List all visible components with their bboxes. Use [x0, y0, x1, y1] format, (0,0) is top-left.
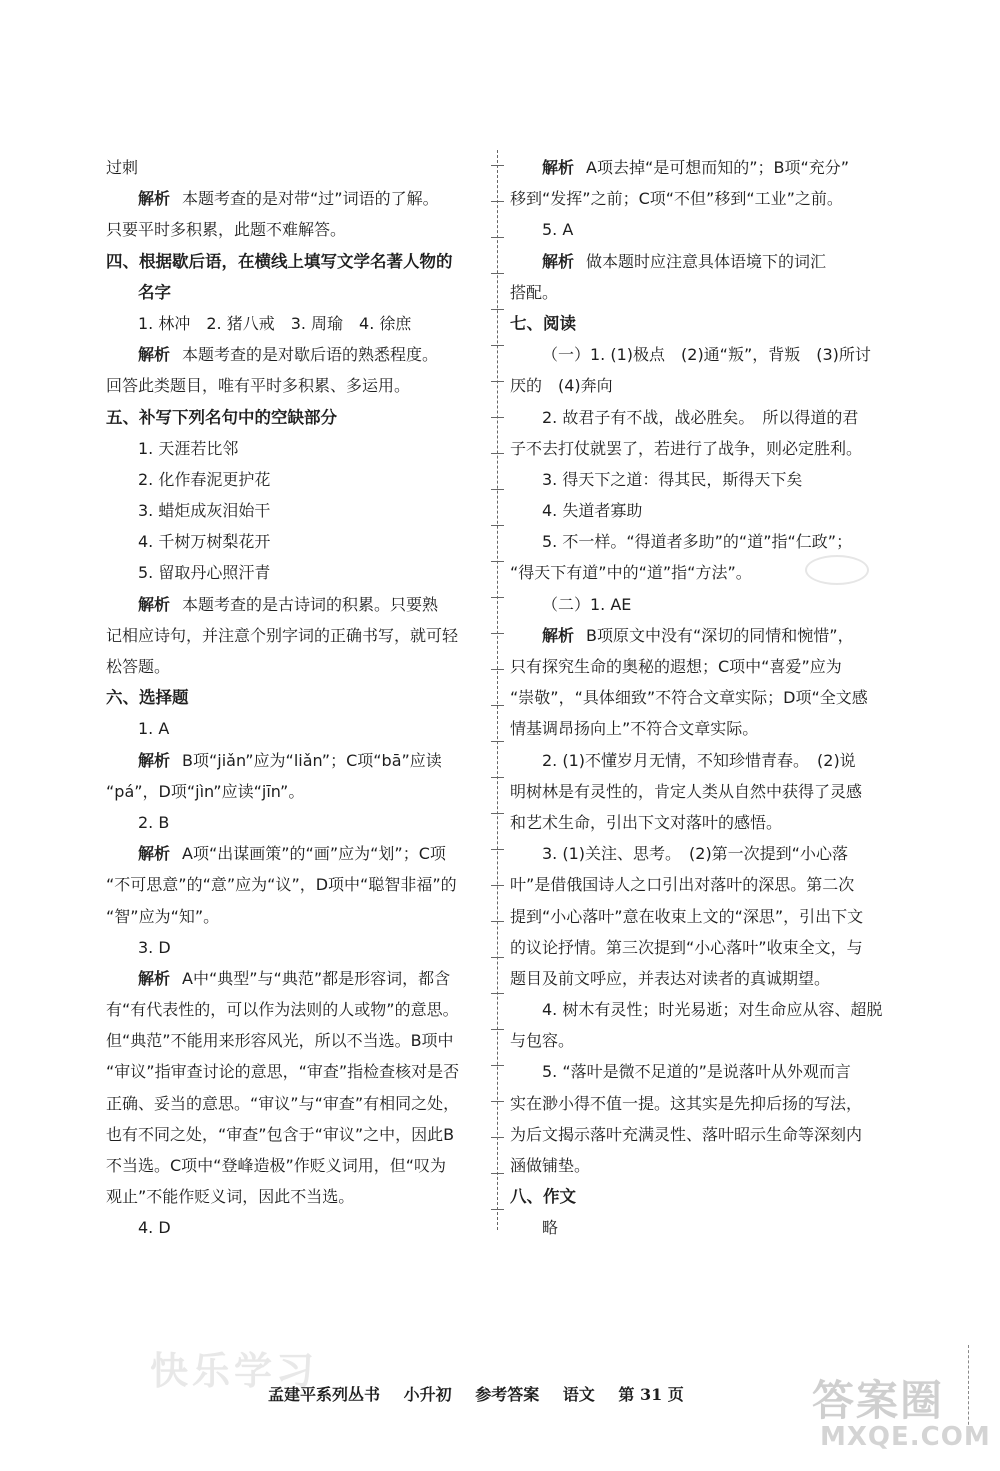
- text-line: [510, 869, 895, 900]
- line-text: 只有探究生命的奥秘的遐想；C项中“喜爱”应为: [510, 657, 842, 676]
- text-line: [106, 370, 488, 401]
- text-line: [510, 1212, 895, 1243]
- line-text: “审议”指审查讨论的意思，“审查”指检查核对是否: [106, 1062, 460, 1082]
- text-line: [510, 807, 895, 838]
- text-line: [510, 402, 895, 433]
- text-line: [510, 214, 895, 245]
- left-column: [106, 152, 488, 1244]
- text-line: [510, 713, 895, 744]
- line-text: A中“典型”与“典范”都是形容词，都含: [182, 968, 451, 988]
- footer-type: 参考答案: [475, 1385, 540, 1404]
- analysis-label: 解析: [138, 594, 171, 614]
- divider-tick: [491, 165, 504, 166]
- line-text: 名字: [138, 282, 171, 302]
- right-column: [510, 152, 895, 1244]
- line-text: 做本题时应注意具体语境下的词汇: [586, 251, 827, 271]
- line-text: 2. 化作春泥更护花: [138, 469, 271, 489]
- divider-tick: [491, 957, 504, 958]
- line-text: “不可思意”的“意”应为“议”，D项中“聪智非福”的: [106, 875, 457, 895]
- text-line: [106, 464, 488, 495]
- text-line: [106, 495, 488, 526]
- line-text: 2. (1)不懂岁月无情，不知珍惜青春。 (2)说: [542, 750, 856, 770]
- line-text: 叶”是借俄国诗人之口引出对落叶的深思。第二次: [510, 875, 855, 895]
- text-line: [510, 495, 895, 526]
- text-line: [510, 651, 895, 682]
- text-line: [106, 1181, 488, 1212]
- analysis-line: [510, 152, 895, 183]
- text-line: [510, 1056, 895, 1087]
- line-text: 只要平时多积累，此题不难解答。: [106, 220, 347, 240]
- line-text: 的议论抒情。第三次提到“小心落叶”收束全文，与: [510, 937, 863, 957]
- divider-tick: [491, 1029, 504, 1030]
- line-text: 与包容。: [510, 1031, 575, 1051]
- text-line: [510, 682, 895, 713]
- watermark-url: MXQE.COM: [820, 1422, 991, 1452]
- line-text: 八、作文: [510, 1187, 576, 1207]
- line-text: 观止”不能作贬义词，因此不当选。: [106, 1187, 355, 1207]
- divider-tick: [491, 597, 504, 598]
- section-heading: [510, 1181, 895, 1212]
- line-text: 5. 留取丹心照汗青: [138, 563, 271, 583]
- line-text: 六、选择题: [106, 688, 189, 708]
- line-text: 五、补写下列名句中的空缺部分: [106, 407, 337, 427]
- text-line: [510, 433, 895, 464]
- text-line: [106, 994, 488, 1025]
- text-line: [510, 932, 895, 963]
- text-line: [106, 1212, 488, 1243]
- text-line: [106, 526, 488, 557]
- divider-tick: [491, 705, 504, 706]
- text-line: [106, 651, 488, 682]
- line-text: “pá”，D项“jìn”应读“jīn”。: [106, 781, 305, 801]
- analysis-label: 解析: [542, 158, 575, 177]
- text-line: [510, 589, 895, 620]
- footer-subject: 语文: [562, 1385, 595, 1404]
- divider-tick: [491, 273, 504, 274]
- line-text: 子不去打仗就罢了，若进行了战争，则必定胜利。: [510, 438, 863, 458]
- line-text: 题目及前文呼应，并表达对读者的真诚期望。: [510, 968, 831, 988]
- analysis-line: [510, 246, 895, 277]
- footer-series: 孟建平系列丛书: [268, 1385, 381, 1404]
- line-text: 5. 不一样。“得道者多助”的“道”指“仁政”；: [542, 532, 853, 552]
- divider-tick: [491, 345, 504, 346]
- divider-tick: [491, 849, 504, 850]
- analysis-label: 解析: [138, 189, 171, 209]
- line-text: 移到“发挥”之前；C项“不但”移到“工业”之前。: [510, 189, 843, 209]
- divider-tick: [491, 237, 504, 238]
- line-text: 但“典范”不能用来形容风光，所以不当选。B项中: [106, 1031, 454, 1051]
- line-text: 1. 天涯若比邻: [138, 438, 239, 458]
- line-text: 回答此类题目，唯有平时多积累、多运用。: [106, 376, 411, 396]
- line-text: 涵做铺垫。: [510, 1156, 591, 1175]
- footer-level: 小升初: [403, 1385, 452, 1404]
- analysis-line: [106, 589, 488, 620]
- line-text: 七、阅读: [510, 313, 576, 333]
- text-line: [106, 1025, 488, 1056]
- text-line: [106, 1119, 488, 1150]
- analysis-line: [106, 339, 488, 370]
- line-text: 厌的 (4)奔向: [510, 376, 613, 396]
- line-text: “智”应为“知”。: [106, 906, 220, 926]
- line-text: 实在渺小得不值一提。这其实是先抑后扬的写法，: [510, 1093, 863, 1113]
- faint-stamp: [805, 555, 869, 585]
- text-line: [510, 1025, 895, 1056]
- analysis-line: [510, 620, 895, 651]
- line-text: 2. 故君子有不战，战必胜矣。 所以得道的君: [542, 407, 859, 427]
- watermark-left: 快乐学习: [150, 1349, 319, 1393]
- line-text: 正确、妥当的意思。“审议”与“审查”有相同之处，: [106, 1093, 460, 1113]
- line-text: 四、根据歇后语，在横线上填写文学名著人物的: [106, 251, 453, 271]
- line-text: 5. A: [542, 220, 574, 240]
- text-line: [106, 776, 488, 807]
- text-line: [510, 745, 895, 776]
- divider-tick: [491, 633, 504, 634]
- divider-tick: [491, 1137, 504, 1138]
- line-text: 1. 林冲 2. 猪八戒 3. 周瑜 4. 徐庶: [138, 313, 412, 333]
- text-line: [510, 901, 895, 932]
- text-line: [106, 807, 488, 838]
- line-text: 3. (1)关注、思考。 (2)第一次提到“小心落: [542, 844, 848, 864]
- divider-tick: [491, 669, 504, 670]
- analysis-line: [106, 183, 488, 214]
- line-text: “崇敬”，“具体细致”不符合文章实际；D项“全文感: [510, 688, 868, 708]
- text-line: [106, 557, 488, 588]
- analysis-label: 解析: [542, 625, 575, 645]
- line-text: （一）1. (1)极点 (2)通“叛”，背叛 (3)所讨: [542, 345, 871, 365]
- line-text: A项“出谋画策”的“画”应为“划”；C项: [182, 844, 446, 864]
- footer-page-number: 第 31 页: [618, 1385, 684, 1404]
- analysis-label: 解析: [138, 968, 171, 988]
- line-text: B项“jiǎn”应为“liǎn”；C项“bā”应读: [182, 750, 442, 770]
- page-footer: [268, 1382, 728, 1405]
- text-line: [510, 370, 895, 401]
- section-heading: [106, 246, 488, 277]
- line-text: A项去掉“是可想而知的”；B项“充分”: [586, 158, 850, 177]
- text-line: [510, 183, 895, 214]
- line-text: B项原文中没有“深切的同情和惋惜”，: [586, 625, 854, 645]
- divider-tick: [491, 813, 504, 814]
- text-line: [510, 1119, 895, 1150]
- text-line: [106, 152, 488, 183]
- divider-tick: [491, 1173, 504, 1174]
- line-text: 为后文揭示落叶充满灵性、落叶昭示生命等深刻内: [510, 1124, 863, 1144]
- text-line: [510, 339, 895, 370]
- text-line: [106, 1150, 488, 1181]
- line-text: 1. A: [138, 719, 170, 739]
- divider-tick: [491, 453, 504, 454]
- line-text: 4. 千树万树梨花开: [138, 532, 271, 552]
- analysis-label: 解析: [138, 750, 171, 770]
- line-text: 4. D: [138, 1218, 171, 1238]
- line-text: 3. D: [138, 937, 171, 957]
- text-line: [510, 838, 895, 869]
- analysis-line: [106, 963, 488, 994]
- text-line: [106, 308, 488, 339]
- column-divider: [497, 150, 498, 1230]
- divider-tick: [491, 309, 504, 310]
- line-text: 松答题。: [106, 657, 171, 676]
- text-line: [106, 869, 488, 900]
- divider-tick: [491, 489, 504, 490]
- line-text: 过刺: [106, 158, 139, 177]
- line-text: 本题考查的是对歇后语的熟悉程度。: [182, 345, 439, 365]
- divider-tick: [491, 1209, 504, 1210]
- line-text: 4. 失道者寡助: [542, 501, 643, 521]
- text-line: [106, 932, 488, 963]
- text-line: [510, 1088, 895, 1119]
- line-text: 3. 蜡炬成灰泪始干: [138, 501, 271, 521]
- line-text: 明树林是有灵性的，肯定人类从自然中获得了灵感: [510, 781, 863, 801]
- analysis-line: [106, 745, 488, 776]
- divider-tick: [491, 885, 504, 886]
- divider-tick: [491, 1101, 504, 1102]
- line-text: 情基调昂扬向上”不符合文章实际。: [510, 719, 759, 739]
- section-heading: [510, 308, 895, 339]
- text-line: [106, 1056, 488, 1087]
- divider-tick: [491, 1065, 504, 1066]
- text-line: [510, 277, 895, 308]
- divider-tick: [491, 201, 504, 202]
- line-text: 本题考查的是对带“过”词语的了解。: [182, 189, 439, 209]
- text-line: [510, 464, 895, 495]
- line-text: 也有不同之处，“审查”包含于“审议”之中，因此B: [106, 1124, 455, 1144]
- line-text: 记相应诗句，并注意个别字词的正确书写，就可轻: [106, 625, 459, 645]
- analysis-label: 解析: [138, 345, 171, 365]
- section-heading: [106, 402, 488, 433]
- line-text: 和艺术生命，引出下文对落叶的感悟。: [510, 812, 783, 832]
- text-line: [106, 620, 488, 651]
- text-line: [510, 776, 895, 807]
- line-text: 搭配。: [510, 282, 559, 302]
- line-text: 略: [542, 1218, 559, 1238]
- line-text: 3. 得天下之道：得其民，斯得天下矣: [542, 469, 803, 489]
- divider-tick: [491, 921, 504, 922]
- text-line: [106, 1088, 488, 1119]
- text-line: [106, 713, 488, 744]
- text-line: [510, 994, 895, 1025]
- text-line: [510, 963, 895, 994]
- section-heading: [106, 277, 488, 308]
- line-text: 4. 树木有灵性；时光易逝；对生命应从容、超脱: [542, 1000, 883, 1020]
- text-line: [106, 901, 488, 932]
- line-text: 5. “落叶是微不足道的”是说落叶从外观而言: [542, 1062, 851, 1082]
- divider-tick: [491, 525, 504, 526]
- divider-tick: [491, 381, 504, 382]
- text-line: [510, 1150, 895, 1181]
- divider-tick: [491, 561, 504, 562]
- section-heading: [106, 682, 488, 713]
- line-text: 不当选。C项中“登峰造极”作贬义词用，但“叹为: [106, 1156, 447, 1175]
- divider-tick: [491, 993, 504, 994]
- line-text: 提到“小心落叶”意在收束上文的“深思”，引出下文: [510, 906, 864, 926]
- line-text: 本题考查的是古诗词的积累。只要熟: [182, 594, 439, 614]
- line-text: 有“有代表性的，可以作为法则的人或物”的意思。: [106, 1000, 459, 1020]
- line-text: 2. B: [138, 812, 170, 832]
- text-line: [510, 526, 895, 557]
- text-line: [106, 433, 488, 464]
- divider-tick: [491, 741, 504, 742]
- text-line: [106, 214, 488, 245]
- line-text: “得天下有道”中的“道”指“方法”。: [510, 563, 752, 583]
- analysis-line: [106, 838, 488, 869]
- divider-tick: [491, 777, 504, 778]
- divider-tick: [491, 417, 504, 418]
- line-text: （二）1. AE: [542, 594, 632, 614]
- analysis-label: 解析: [542, 251, 575, 271]
- watermark-logo: 答案圈: [812, 1376, 945, 1425]
- analysis-label: 解析: [138, 844, 171, 864]
